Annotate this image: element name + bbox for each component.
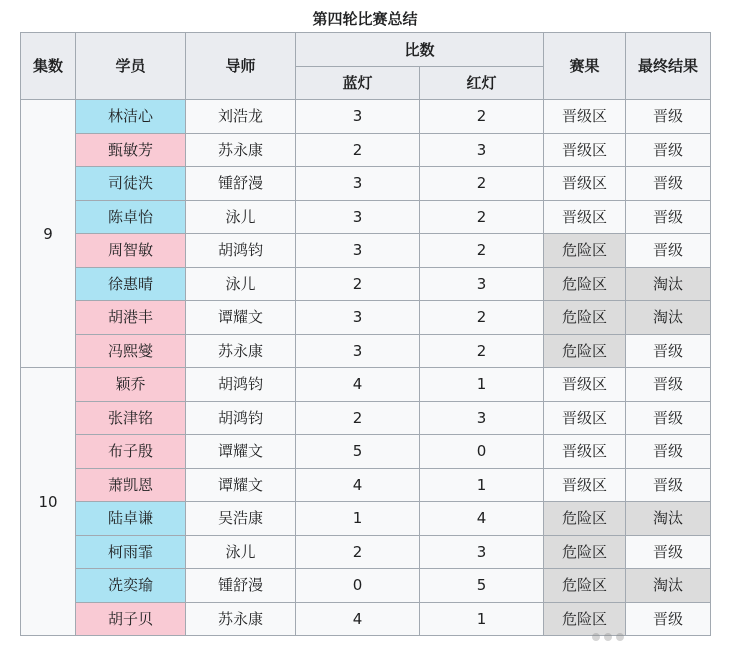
zone-cell: 危险区 xyxy=(544,602,626,636)
blue-light-cell: 2 xyxy=(296,535,420,569)
final-result-cell: 晋级 xyxy=(626,200,711,234)
student-cell: 萧凯恩 xyxy=(76,468,186,502)
results-table xyxy=(20,32,711,636)
table-row xyxy=(21,301,711,335)
blue-light-cell: 3 xyxy=(296,234,420,268)
student-cell: 林洁心 xyxy=(76,100,186,134)
blue-light-cell: 0 xyxy=(296,569,420,603)
red-light-cell: 2 xyxy=(420,100,544,134)
zone-cell: 危险区 xyxy=(544,267,626,301)
mentor-cell: 胡鸿钧 xyxy=(186,401,296,435)
final-result-cell: 晋级 xyxy=(626,401,711,435)
blue-light-cell: 3 xyxy=(296,200,420,234)
zone-cell: 危险区 xyxy=(544,502,626,536)
table-row xyxy=(21,200,711,234)
final-result-cell: 晋级 xyxy=(626,368,711,402)
mentor-cell: 泳儿 xyxy=(186,200,296,234)
blue-light-cell: 3 xyxy=(296,100,420,134)
table-row xyxy=(21,569,711,603)
mentor-cell: 锺舒漫 xyxy=(186,569,296,603)
student-cell: 陆卓谦 xyxy=(76,502,186,536)
header-episode: 集数 xyxy=(21,33,76,100)
table-row xyxy=(21,502,711,536)
student-cell: 司徒泆 xyxy=(76,167,186,201)
red-light-cell: 3 xyxy=(420,401,544,435)
mentor-cell: 泳儿 xyxy=(186,535,296,569)
zone-cell: 晋级区 xyxy=(544,401,626,435)
table-body xyxy=(21,100,711,636)
mentor-cell: 泳儿 xyxy=(186,267,296,301)
mentor-cell: 苏永康 xyxy=(186,602,296,636)
mentor-cell: 吴浩康 xyxy=(186,502,296,536)
final-result-cell: 晋级 xyxy=(626,468,711,502)
student-cell: 张津铭 xyxy=(76,401,186,435)
zone-cell: 晋级区 xyxy=(544,200,626,234)
student-cell: 胡子贝 xyxy=(76,602,186,636)
red-light-cell: 2 xyxy=(420,334,544,368)
table-row xyxy=(21,334,711,368)
table-row xyxy=(21,133,711,167)
final-result-cell: 晋级 xyxy=(626,535,711,569)
final-result-cell: 晋级 xyxy=(626,100,711,134)
student-cell: 甄敏芳 xyxy=(76,133,186,167)
blue-light-cell: 2 xyxy=(296,267,420,301)
table-row xyxy=(21,468,711,502)
mentor-cell: 胡鸿钧 xyxy=(186,234,296,268)
student-cell: 冯熙燮 xyxy=(76,334,186,368)
mentor-cell: 谭耀文 xyxy=(186,435,296,469)
red-light-cell: 1 xyxy=(420,368,544,402)
red-light-cell: 3 xyxy=(420,133,544,167)
header-score: 比数 xyxy=(296,33,544,67)
table-row xyxy=(21,234,711,268)
red-light-cell: 2 xyxy=(420,200,544,234)
mentor-cell: 刘浩龙 xyxy=(186,100,296,134)
red-light-cell: 3 xyxy=(420,267,544,301)
student-cell: 颖乔 xyxy=(76,368,186,402)
table-row xyxy=(21,167,711,201)
zone-cell: 危险区 xyxy=(544,535,626,569)
blue-light-cell: 2 xyxy=(296,133,420,167)
header-final: 最终结果 xyxy=(626,33,711,100)
red-light-cell: 4 xyxy=(420,502,544,536)
red-light-cell: 1 xyxy=(420,602,544,636)
red-light-cell: 2 xyxy=(420,167,544,201)
header-student: 学员 xyxy=(76,33,186,100)
blue-light-cell: 4 xyxy=(296,368,420,402)
student-cell: 冼奕瑜 xyxy=(76,569,186,603)
student-cell: 布子殷 xyxy=(76,435,186,469)
red-light-cell: 2 xyxy=(420,301,544,335)
red-light-cell: 5 xyxy=(420,569,544,603)
final-result-cell: 淘汰 xyxy=(626,267,711,301)
student-cell: 周智敏 xyxy=(76,234,186,268)
zone-cell: 晋级区 xyxy=(544,435,626,469)
final-result-cell: 淘汰 xyxy=(626,569,711,603)
final-result-cell: 晋级 xyxy=(626,133,711,167)
watermark xyxy=(592,626,712,644)
mentor-cell: 苏永康 xyxy=(186,133,296,167)
header-mentor: 导师 xyxy=(186,33,296,100)
blue-light-cell: 3 xyxy=(296,301,420,335)
student-cell: 胡港丰 xyxy=(76,301,186,335)
blue-light-cell: 4 xyxy=(296,468,420,502)
red-light-cell: 3 xyxy=(420,535,544,569)
blue-light-cell: 1 xyxy=(296,502,420,536)
table-caption: 第四轮比赛总结 xyxy=(312,10,418,28)
zone-cell: 晋级区 xyxy=(544,133,626,167)
student-cell: 陈卓怡 xyxy=(76,200,186,234)
blue-light-cell: 4 xyxy=(296,602,420,636)
final-result-cell: 晋级 xyxy=(626,167,711,201)
blue-light-cell: 3 xyxy=(296,334,420,368)
final-result-cell: 淘汰 xyxy=(626,502,711,536)
blue-light-cell: 3 xyxy=(296,167,420,201)
table-row xyxy=(21,100,711,134)
mentor-cell: 苏永康 xyxy=(186,334,296,368)
episode-cell: 10 xyxy=(21,368,76,636)
red-light-cell: 0 xyxy=(420,435,544,469)
header-row xyxy=(21,33,711,67)
episode-cell: 9 xyxy=(21,100,76,368)
student-cell: 柯雨霏 xyxy=(76,535,186,569)
table-row xyxy=(21,368,711,402)
table-row xyxy=(21,267,711,301)
header-red-light: 红灯 xyxy=(420,67,544,100)
red-light-cell: 2 xyxy=(420,234,544,268)
final-result-cell: 晋级 xyxy=(626,602,711,636)
blue-light-cell: 2 xyxy=(296,401,420,435)
table-row xyxy=(21,435,711,469)
mentor-cell: 谭耀文 xyxy=(186,301,296,335)
header-zone: 赛果 xyxy=(544,33,626,100)
mentor-cell: 谭耀文 xyxy=(186,468,296,502)
zone-cell: 晋级区 xyxy=(544,368,626,402)
student-cell: 徐惠晴 xyxy=(76,267,186,301)
zone-cell: 晋级区 xyxy=(544,100,626,134)
blue-light-cell: 5 xyxy=(296,435,420,469)
zone-cell: 危险区 xyxy=(544,234,626,268)
zone-cell: 危险区 xyxy=(544,301,626,335)
red-light-cell: 1 xyxy=(420,468,544,502)
zone-cell: 危险区 xyxy=(544,569,626,603)
zone-cell: 危险区 xyxy=(544,334,626,368)
mentor-cell: 锺舒漫 xyxy=(186,167,296,201)
table-row xyxy=(21,401,711,435)
final-result-cell: 晋级 xyxy=(626,435,711,469)
header-blue-light: 蓝灯 xyxy=(296,67,420,100)
mentor-cell: 胡鸿钧 xyxy=(186,368,296,402)
final-result-cell: 晋级 xyxy=(626,234,711,268)
zone-cell: 晋级区 xyxy=(544,468,626,502)
table-row xyxy=(21,535,711,569)
final-result-cell: 晋级 xyxy=(626,334,711,368)
zone-cell: 晋级区 xyxy=(544,167,626,201)
final-result-cell: 淘汰 xyxy=(626,301,711,335)
